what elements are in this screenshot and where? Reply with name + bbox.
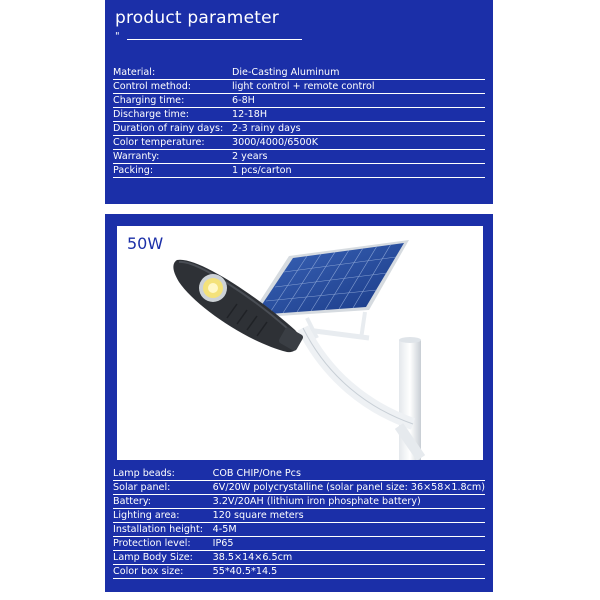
spec-value: 120 square meters bbox=[213, 509, 485, 523]
table-row bbox=[113, 481, 485, 495]
spec-value: 38.5×14×6.5cm bbox=[213, 551, 485, 565]
spec-label: Packing: bbox=[113, 164, 232, 178]
table-row bbox=[113, 150, 485, 164]
spec-label: Warranty: bbox=[113, 150, 232, 164]
table-row bbox=[113, 509, 485, 523]
spec-label: Duration of rainy days: bbox=[113, 122, 232, 136]
table-row bbox=[113, 122, 485, 136]
spec-value: 4-5M bbox=[213, 523, 485, 537]
table-row bbox=[113, 136, 485, 150]
spec-label: Lamp Body Size: bbox=[113, 551, 213, 565]
table-row bbox=[113, 66, 485, 80]
spec-label: Protection level: bbox=[113, 537, 213, 551]
table-row bbox=[113, 537, 485, 551]
spec-value: 12-18H bbox=[232, 108, 485, 122]
street-light-illustration bbox=[117, 226, 483, 460]
spec-value: 3000/4000/6500K bbox=[232, 136, 485, 150]
spec-value: IP65 bbox=[213, 537, 485, 551]
spec-value: 2 years bbox=[232, 150, 485, 164]
table-row bbox=[113, 551, 485, 565]
spec-label: Charging time: bbox=[113, 94, 232, 108]
spec-label: Control method: bbox=[113, 80, 232, 94]
spec-label: Material: bbox=[113, 66, 232, 80]
table-row bbox=[113, 108, 485, 122]
spec-value: light control + remote control bbox=[232, 80, 485, 94]
table-row bbox=[113, 467, 485, 481]
table-row bbox=[113, 164, 485, 178]
wattage-label: 50W bbox=[127, 234, 164, 253]
spec-value: 55*40.5*14.5 bbox=[213, 565, 485, 579]
spec-label: Lamp beads: bbox=[113, 467, 213, 481]
spec-value: Die-Casting Aluminum bbox=[232, 66, 485, 80]
spec-label: Lighting area: bbox=[113, 509, 213, 523]
table-row bbox=[113, 80, 485, 94]
spec-value: 6V/20W polycrystalline (solar panel size: 36×58×1.8cm) bbox=[212, 482, 485, 493]
table-row bbox=[113, 523, 485, 537]
table-row bbox=[113, 94, 485, 108]
section-title: product parameter bbox=[115, 8, 279, 28]
table-row bbox=[113, 495, 485, 509]
quote-mark: " bbox=[115, 31, 120, 42]
product-parameter-panel bbox=[105, 0, 493, 204]
title-underline bbox=[127, 39, 302, 40]
spec-value: 1 pcs/carton bbox=[232, 164, 485, 178]
spec-value: 6-8H bbox=[232, 94, 485, 108]
spec-label: Discharge time: bbox=[113, 108, 232, 122]
spec-label: Color box size: bbox=[113, 565, 213, 579]
spec-label: Battery: bbox=[113, 495, 213, 509]
spec-value: COB CHIP/One Pcs bbox=[213, 467, 485, 481]
spec-table bbox=[113, 467, 485, 579]
spec-label: Solar panel: bbox=[113, 481, 213, 495]
spec-label: Color temperature: bbox=[113, 136, 232, 150]
table-row bbox=[113, 565, 485, 579]
spec-value: 2-3 rainy days bbox=[232, 122, 485, 136]
parameter-table bbox=[113, 66, 485, 178]
spec-label: Installation height: bbox=[113, 523, 213, 537]
product-photo bbox=[117, 226, 483, 460]
spec-value: 3.2V/20AH (lithium iron phosphate battery) bbox=[213, 495, 485, 509]
